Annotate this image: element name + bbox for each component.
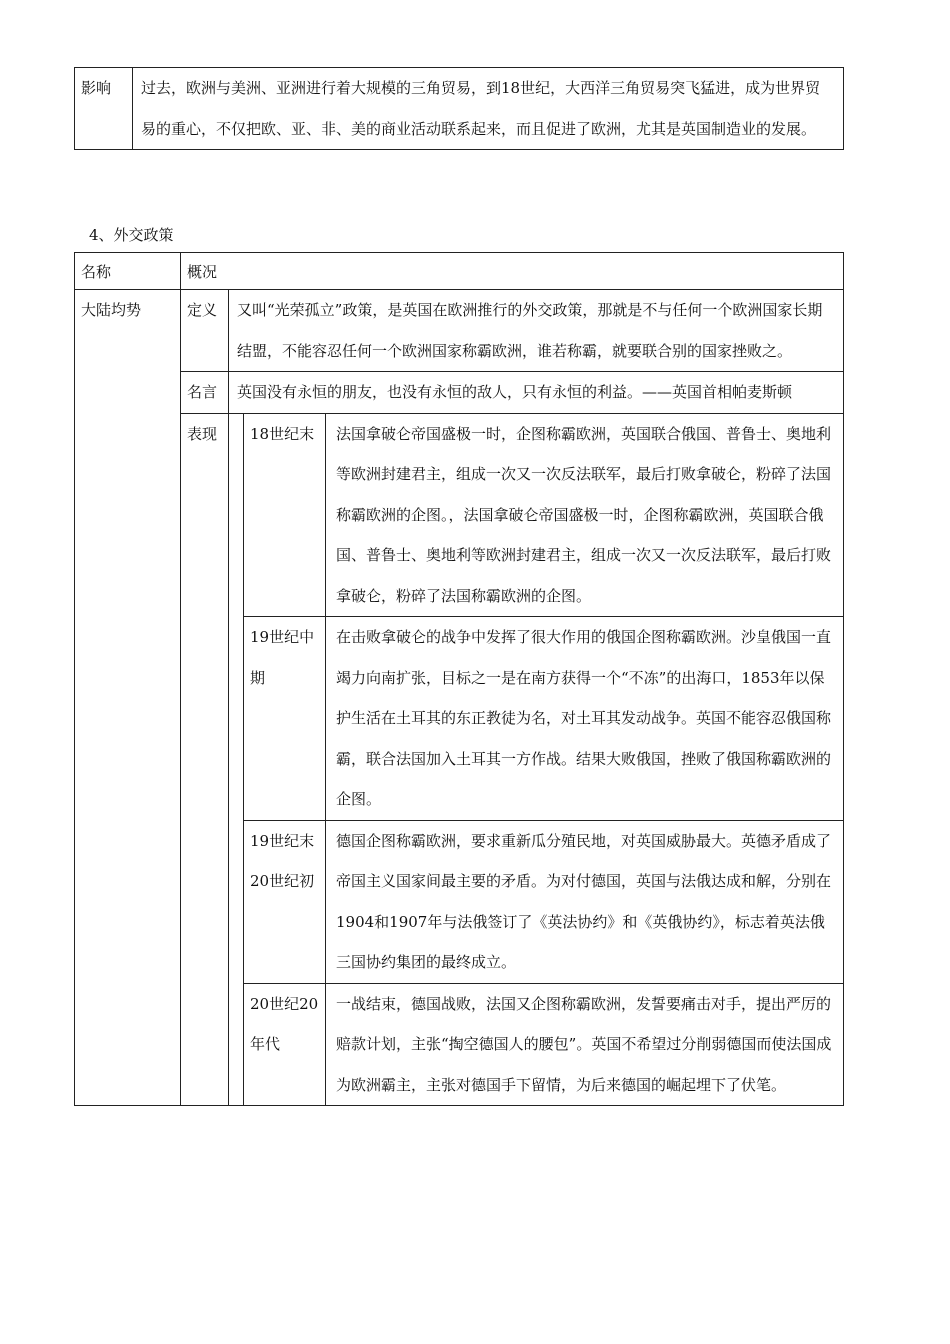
definition-label: 定义 — [181, 290, 229, 372]
manifestation-label: 表现 — [181, 413, 229, 1106]
impact-label: 影响 — [75, 68, 133, 150]
period-label: 19世纪中期 — [244, 617, 326, 821]
manifestation-spacer — [229, 413, 244, 1106]
definition-row — [75, 290, 844, 372]
quote-label: 名言 — [181, 372, 229, 414]
table-header-row — [75, 253, 844, 290]
header-overview: 概况 — [181, 253, 844, 290]
quote-row — [75, 372, 844, 414]
period-label: 18世纪末 — [244, 413, 326, 617]
policy-name: 大陆均势 — [75, 290, 181, 1106]
period-text: 在击败拿破仑的战争中发挥了很大作用的俄国企图称霸欧洲。沙皇俄国一直竭力向南扩张，目标之一是在南方获得一个“不冻”的出海口，1853年以保护生活在土耳其的东正教徒为名，对土耳其发动战争。英国不能容忍俄国称霸，联合法国加入土耳其一方作战。结果大败俄国，挫败了俄国称霸欧洲的企图。 — [326, 617, 844, 821]
section-heading: 4、外交政策 — [89, 226, 174, 244]
trade-impact-table — [74, 67, 844, 150]
period-text: 法国拿破仑帝国盛极一时，企图称霸欧洲，英国联合俄国、普鲁士、奥地利等欧洲封建君主，组成一次又一次反法联军，最后打败拿破仑，粉碎了法国称霸欧洲的企图。，法国拿破仑帝国盛极一时，企图称霸欧洲，英国联合俄国、普鲁士、奥地利等欧洲封建君主，组成一次又一次反法联军，最后打败拿破仑，粉碎了法国称霸欧洲的企图。 — [326, 413, 844, 617]
period-text: 一战结束，德国战败，法国又企图称霸欧洲，发誓要痛击对手，提出严厉的赔款计划，主张“掏空德国人的腰包”。英国不希望过分削弱德国而使法国成为欧洲霸主，主张对德国手下留情，为后来德国的崛起埋下了伏笔。 — [326, 983, 844, 1106]
impact-row — [75, 68, 844, 150]
manifestation-row — [75, 413, 844, 617]
definition-text: 又叫“光荣孤立”政策，是英国在欧洲推行的外交政策，那就是不与任何一个欧洲国家长期结盟，不能容忍任何一个欧洲国家称霸欧洲，谁若称霸，就要联合别的国家挫败之。 — [229, 290, 844, 372]
quote-text: 英国没有永恒的朋友，也没有永恒的敌人，只有永恒的利益。——英国首相帕麦斯顿 — [229, 372, 844, 414]
foreign-policy-table — [74, 252, 844, 1106]
period-label: 20世纪20年代 — [244, 983, 326, 1106]
period-text: 德国企图称霸欧洲，要求重新瓜分殖民地，对英国威胁最大。英德矛盾成了帝国主义国家间最主要的矛盾。为对付德国，英国与法俄达成和解，分别在1904和1907年与法俄签订了《英法协约》和《英俄协约》，标志着英法俄三国协约集团的最终成立。 — [326, 820, 844, 983]
impact-content: 过去，欧洲与美洲、亚洲进行着大规模的三角贸易，到18世纪，大西洋三角贸易突飞猛进，成为世界贸易的重心，不仅把欧、亚、非、美的商业活动联系起来，而且促进了欧洲，尤其是英国制造业的发展。 — [133, 68, 844, 150]
header-name: 名称 — [75, 253, 181, 290]
period-label: 19世纪末20世纪初 — [244, 820, 326, 983]
